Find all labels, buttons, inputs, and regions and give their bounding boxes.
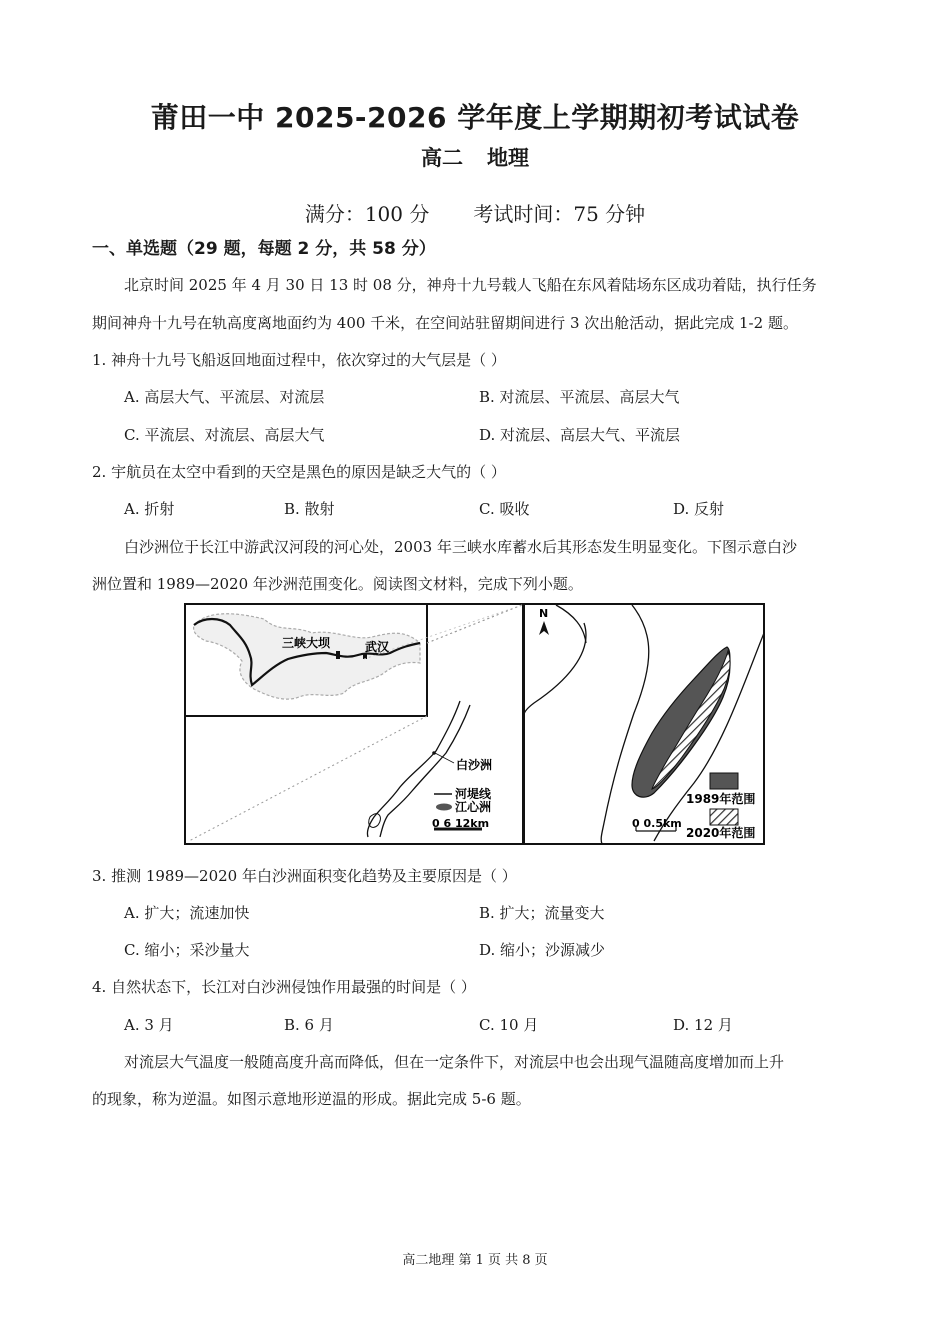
label-dam: 三峡大坝 xyxy=(282,636,331,650)
passage3-line2: 的现象，称为逆温。如图示意地形逆温的形成。据此完成 5-6 题。 xyxy=(92,1090,531,1108)
question-3-option-a: A. 扩大；流速加快 xyxy=(124,904,250,922)
label-baishazhou: 白沙洲 xyxy=(456,758,493,772)
passage3-line1: 对流层大气温度一般随高度升高而降低，但在一定条件下，对流层中也会出现气温随高度增加而上升 xyxy=(124,1053,785,1071)
legend-1989-symbol xyxy=(710,773,738,789)
question-3-option-b: B. 扩大；流量变大 xyxy=(479,904,605,922)
question-2-option-d: D. 反射 xyxy=(673,500,725,518)
question-2-stem: 2. 宇航员在太空中看到的天空是黑色的原因是缺乏大气的（ ） xyxy=(92,463,506,481)
question-2-option-a: A. 折射 xyxy=(124,500,175,518)
scale-right-label: 0 0.5km xyxy=(632,817,682,830)
label-wuhan: 武汉 xyxy=(365,640,390,654)
north-label: N xyxy=(539,607,549,620)
passage1-line1: 北京时间 2025 年 4 月 30 日 13 时 08 分，神舟十九号载人飞船在东风着陆场东区成功着陆，执行任务 xyxy=(124,276,817,294)
legend-levee-label: 河堤线 xyxy=(455,787,492,801)
legend-2020-label: 2020年范围 xyxy=(686,826,756,840)
question-4-option-b: B. 6 月 xyxy=(284,1016,334,1034)
question-1-option-c: C. 平流层、对流层、高层大气 xyxy=(124,426,325,444)
legend-2020-symbol xyxy=(710,809,738,825)
question-2-option-c: C. 吸收 xyxy=(479,500,530,518)
passage1-line2: 期间神舟十九号在轨高度离地面约为 400 千米，在空间站驻留期间进行 3 次出舱活动，据此完成 1-2 题。 xyxy=(92,314,798,332)
exam-time: 考试时间：75 分钟 xyxy=(473,202,646,226)
question-3-stem: 3. 推测 1989—2020 年白沙洲面积变化趋势及主要原因是（ ） xyxy=(92,867,517,885)
dam-marker xyxy=(336,651,340,659)
full-score: 满分：100 分 xyxy=(304,202,430,226)
section-heading: 一、单选题（29 题，每题 2 分，共 58 分） xyxy=(92,239,436,259)
question-1-option-d: D. 对流层、高层大气、平流层 xyxy=(479,426,681,444)
legend-1989-label: 1989年范围 xyxy=(686,792,756,806)
map-svg xyxy=(184,603,766,845)
question-3-option-d: D. 缩小；沙源减少 xyxy=(479,941,606,959)
subject-label: 地理 xyxy=(487,146,529,170)
page-footer: 高二地理 第 1 页 共 8 页 xyxy=(402,1253,548,1268)
question-2-option-b: B. 散射 xyxy=(284,500,335,518)
question-3-option-c: C. 缩小；采沙量大 xyxy=(124,941,250,959)
exam-title: 莆田一中 2025-2026 学年度上学期期初考试试卷 xyxy=(150,101,800,134)
legend-island-label: 江心洲 xyxy=(455,800,492,814)
question-4-option-c: C. 10 月 xyxy=(479,1016,539,1034)
passage2-line1: 白沙洲位于长江中游武汉河段的河心处，2003 年三峡水库蓄水后其形态发生明显变化。下图示意白沙 xyxy=(124,538,797,556)
baishazhou-map-figure xyxy=(184,603,766,845)
question-1-stem: 1. 神舟十九号飞船返回地面过程中，依次穿过的大气层是（ ） xyxy=(92,351,506,369)
passage2-line2: 洲位置和 1989—2020 年沙洲范围变化。阅读图文材料，完成下列小题。 xyxy=(92,575,583,593)
exam-subtitle xyxy=(0,142,950,172)
question-4-option-a: A. 3 月 xyxy=(124,1016,174,1034)
scale-left-label: 0 6 12km xyxy=(432,817,490,830)
grade-label: 高二 xyxy=(421,146,463,170)
question-1-option-b: B. 对流层、平流层、高层大气 xyxy=(479,388,680,406)
question-4-option-d: D. 12 月 xyxy=(673,1016,733,1034)
legend-island-symbol xyxy=(436,804,452,811)
question-4-stem: 4. 自然状态下，长江对白沙洲侵蚀作用最强的时间是（ ） xyxy=(92,978,476,996)
question-1-option-a: A. 高层大气、平流层、对流层 xyxy=(124,388,325,406)
score-time-line xyxy=(0,198,950,227)
